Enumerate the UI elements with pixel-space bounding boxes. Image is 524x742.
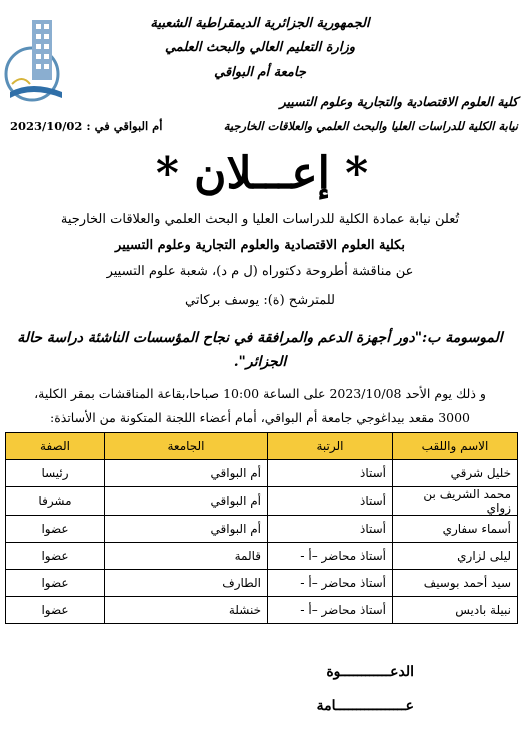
body-line-3: عن مناقشة أطروحة دكتوراه (ل م د)، شعبة علوم التسيير [106, 264, 414, 279]
member-role: عضوا [6, 597, 105, 624]
member-rank: أستاذ [268, 487, 393, 516]
announcement-title: * إعـــلان * [155, 148, 369, 199]
table-row [6, 516, 518, 543]
header-role: الصفة [6, 433, 105, 460]
header-republic: الجمهورية الجزائرية الديمقراطية الشعبية [150, 16, 370, 31]
header-university: جامعة أم البواقي [214, 65, 306, 80]
member-rank: أستاذ [268, 460, 393, 487]
footer-general: عـــــــــــــــــامة [316, 698, 414, 714]
jury-table-header [6, 433, 518, 460]
defense-datetime-line: و ذلك يوم الأحد 2023/10/08 على الساعة 10:00 صباحا،بقاعة المناقشات بمقر الكلية، [34, 386, 486, 401]
member-rank: أستاذ محاضر –أ - [268, 543, 393, 570]
member-university: أم البواقي [105, 516, 268, 543]
member-name: محمد الشريف بن زواي [393, 487, 518, 516]
member-role: عضوا [6, 516, 105, 543]
header-ministry: وزارة التعليم العالي والبحث العلمي [164, 40, 356, 55]
member-university: قالمة [105, 543, 268, 570]
thesis-title-line-1: الموسومة ب:"دور أجهزة الدعم والمرافقة في نجاح المؤسسات الناشئة دراسة حالة [17, 330, 503, 346]
table-row [6, 543, 518, 570]
header-university: الجامعة [105, 433, 268, 460]
document-date: أم البواقي في : 2023/10/02 [10, 119, 163, 133]
member-rank: أستاذ محاضر –أ - [268, 597, 393, 624]
member-rank: أستاذ محاضر –أ - [268, 570, 393, 597]
candidate-line: للمترشح (ة): يوسف بركاتي [185, 293, 335, 308]
table-row [6, 460, 518, 487]
member-name: ليلى لزاري [393, 543, 518, 570]
thesis-title-line-2: الجزائر". [233, 354, 287, 370]
member-role: عضوا [6, 543, 105, 570]
member-name: نبيلة باديس [393, 597, 518, 624]
jury-table [5, 432, 518, 624]
member-university: خنشلة [105, 597, 268, 624]
member-rank: أستاذ [268, 516, 393, 543]
member-role: عضوا [6, 570, 105, 597]
table-row [6, 570, 518, 597]
member-name: سيد أحمد بوسيف [393, 570, 518, 597]
member-name: خليل شرقي [393, 460, 518, 487]
header-name: الاسم واللقب [393, 433, 518, 460]
header-vice-deanship: نيابة الكلية للدراسات العليا والبحث العلمي والعلاقات الخارجية [223, 119, 518, 133]
member-role: مشرفا [6, 487, 105, 516]
table-row [6, 487, 518, 516]
defense-location-line: 3000 مقعد بيداغوجي جامعة أم البواقي، أمام أعضاء اللجنة المتكونة من الأساتذة: [50, 410, 470, 425]
member-name: أسماء سفاري [393, 516, 518, 543]
footer-invitation: الدعــــــــــــوة [326, 664, 414, 680]
body-line-2: بكلية العلوم الاقتصادية والعلوم التجارية وعلوم التسيير [115, 238, 405, 253]
university-logo-icon [2, 14, 70, 106]
member-role: رئيسا [6, 460, 105, 487]
header-faculty: كلية العلوم الاقتصادية والتجارية وعلوم التسيير [279, 94, 518, 109]
member-university: الطارف [105, 570, 268, 597]
body-line-1: تُعلن نيابة عمادة الكلية للدراسات العليا و البحث العلمي والعلاقات الخارجية [60, 212, 460, 227]
member-university: أم البواقي [105, 487, 268, 516]
table-row [6, 597, 518, 624]
member-university: أم البواقي [105, 460, 268, 487]
header-rank: الرتبة [268, 433, 393, 460]
